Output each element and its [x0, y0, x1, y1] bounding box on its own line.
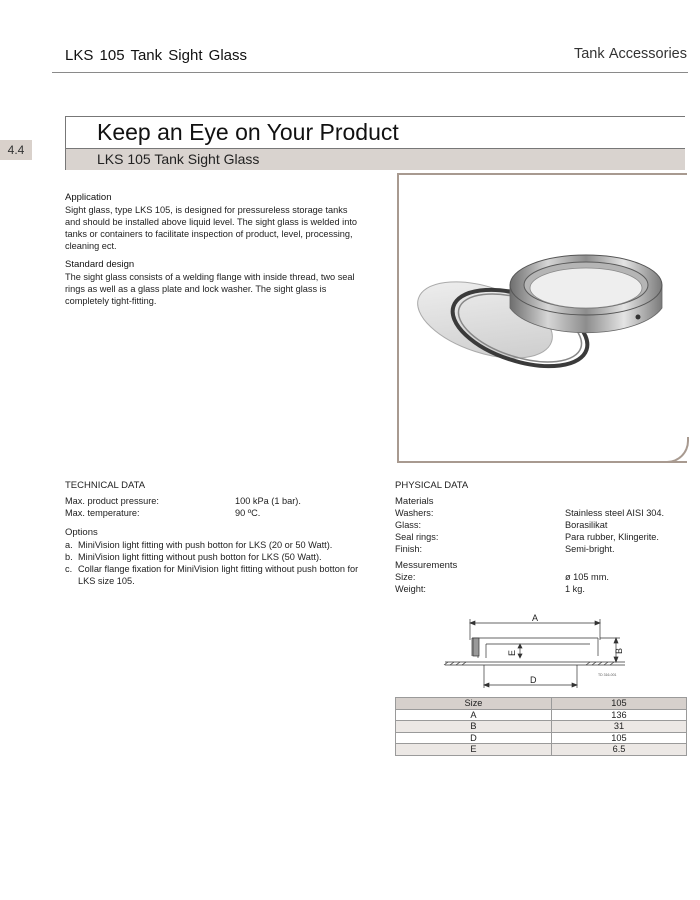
option-key: b.	[65, 552, 73, 563]
table-cell: 6.5	[551, 744, 686, 756]
dimension-table	[395, 697, 687, 756]
page-header-section: Tank Accessories	[573, 46, 687, 62]
material-label: Glass:	[395, 520, 422, 530]
tech-value-pressure: 100 kPa (1 bar).	[235, 496, 301, 506]
option-text: MiniVision light fitting with push botton for LKS (20 or 50 Watt).	[78, 540, 333, 550]
table-cell: B	[396, 721, 552, 733]
standard-design-text: The sight glass consists of a welding flange with inside thread, two seal rings as well as a glass plate and lock washer. The sight glass is completely tight-fitting.	[65, 272, 355, 307]
tech-value-temperature: 90 ºC.	[235, 508, 261, 518]
page-header-title: LKS 105 Tank Sight Glass	[65, 47, 247, 64]
materials-heading: Materials	[395, 496, 434, 507]
measurements-heading: Messurements	[395, 560, 458, 571]
page-title: Keep an Eye on Your Product	[97, 119, 399, 145]
material-value: Para rubber, Klingerite.	[565, 532, 659, 542]
header-divider	[52, 72, 688, 73]
option-text: Collar flange fixation for MiniVision light fitting without push botton for LKS size 105.	[78, 564, 359, 587]
list-item	[65, 563, 365, 587]
table-cell: A	[396, 709, 552, 721]
option-text: MiniVision light fitting without push botton for LKS (50 Watt).	[78, 552, 322, 563]
drawing-reference: TD 316-001	[598, 673, 617, 677]
table-cell: 31	[551, 721, 686, 733]
measurement-value: 1 kg.	[565, 584, 585, 594]
table-row	[396, 721, 687, 733]
table-row	[396, 709, 687, 721]
measurement-label: Size:	[395, 572, 416, 582]
table-cell: 136	[551, 709, 686, 721]
table-cell: D	[396, 732, 552, 744]
table-header-cell: Size	[396, 698, 552, 710]
tech-label-temperature: Max. temperature:	[65, 508, 140, 518]
options-list	[65, 539, 365, 587]
table-row	[396, 744, 687, 756]
measurement-label: Weight:	[395, 584, 426, 594]
table-header-cell: 105	[551, 698, 686, 710]
table-cell: E	[396, 744, 552, 756]
page-subtitle: LKS 105 Tank Sight Glass	[97, 151, 260, 167]
material-value: Semi-bright.	[565, 544, 615, 554]
list-item	[65, 539, 365, 551]
application-text: Sight glass, type LKS 105, is designed for pressureless storage tanks and should be installed above liquid level. The sight glass is welded into tanks or containers to facilitate inspection of product, level, processing, cleaning ect.	[65, 205, 357, 252]
material-value: Stainless steel AISI 304.	[565, 508, 665, 518]
table-header-row	[396, 698, 687, 710]
measurement-value: ø 105 mm.	[565, 572, 609, 582]
application-heading: Application	[65, 192, 112, 203]
drawing-label-a: A	[532, 613, 539, 623]
table-cell: 105	[551, 732, 686, 744]
physical-data-heading: PHYSICAL DATA	[395, 480, 469, 491]
drawing-label-d: D	[530, 675, 537, 685]
options-heading: Options	[65, 527, 98, 538]
drawing-label-e: E	[507, 649, 517, 656]
technical-data-heading: TECHNICAL DATA	[65, 480, 146, 491]
material-label: Washers:	[395, 508, 434, 518]
dimension-drawing	[440, 610, 630, 692]
material-value: Borasilikat	[565, 520, 608, 530]
list-item	[65, 551, 365, 563]
standard-design-heading: Standard design	[65, 259, 135, 270]
section-number-tab: 4.4	[0, 140, 32, 160]
sight-glass-product-image	[410, 250, 675, 375]
option-key: a.	[65, 540, 73, 550]
material-label: Seal rings:	[395, 532, 439, 542]
drawing-label-b: B	[614, 647, 624, 654]
option-key: c.	[65, 564, 73, 575]
tech-label-pressure: Max. product pressure:	[65, 496, 159, 506]
table-row	[396, 732, 687, 744]
material-label: Finish:	[395, 544, 423, 554]
